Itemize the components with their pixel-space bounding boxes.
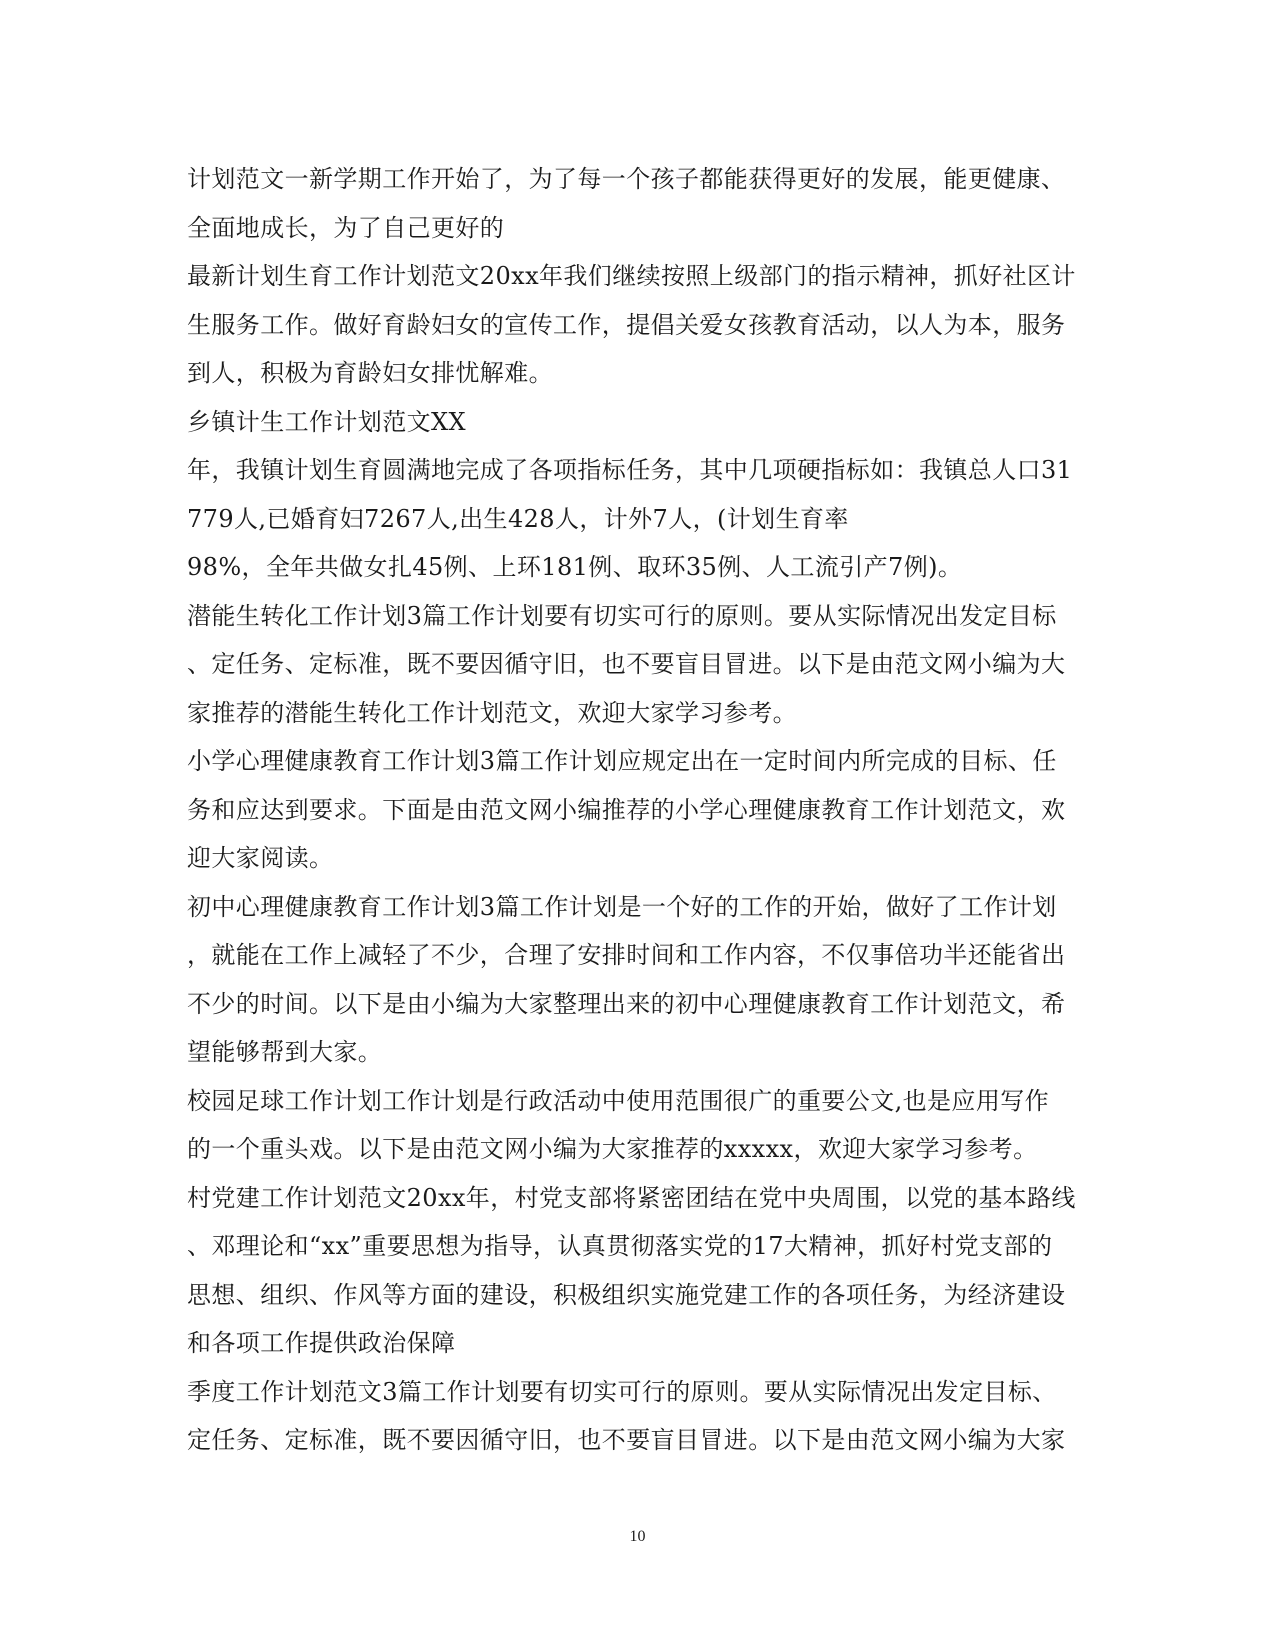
text-line: 望能够帮到大家。	[187, 1038, 383, 1066]
text-line: 潜能生转化工作计划3篇工作计划要有切实可行的原则。要从实际情况出发定目标	[187, 601, 1057, 630]
text-line: 不少的时间。以下是由小编为大家整理出来的初中心理健康教育工作计划范文，希	[187, 989, 1066, 1018]
text-line: 务和应达到要求。下面是由范文网小编推荐的小学心理健康教育工作计划范文，欢	[187, 795, 1066, 824]
text-line: 、定任务、定标准，既不要因循守旧，也不要盲目冒进。以下是由范文网小编为大	[187, 650, 1066, 678]
text-line: 98%，全年共做女扎45例、上环181例、取环35例、人工流引产7例)。	[187, 553, 963, 581]
text-line: 年，我镇计划生育圆满地完成了各项指标任务，其中几项硬指标如：我镇总人口31	[187, 456, 1073, 484]
text-line: 的一个重头戏。以下是由范文网小编为大家推荐的xxxxx，欢迎大家学习参考。	[187, 1135, 1038, 1163]
text-line: 思想、组织、作风等方面的建设，积极组织实施党建工作的各项任务，为经济建设	[187, 1280, 1066, 1309]
text-line: 到人，积极为育龄妇女排忧解难。	[187, 359, 553, 387]
text-line: 小学心理健康教育工作计划3篇工作计划应规定出在一定时间内所完成的目标、任	[187, 747, 1057, 775]
text-line: 生服务工作。做好育龄妇女的宣传工作，提倡关爱女孩教育活动，以人为本，服务	[187, 310, 1066, 339]
text-line: 、邓理论和“xx”重要思想为指导，认真贯彻落实党的17大精神，抓好村党支部的	[187, 1232, 1053, 1260]
text-line: 定任务、定标准，既不要因循守旧，也不要盲目冒进。以下是由范文网小编为大家	[187, 1426, 1066, 1454]
text-line: 和各项工作提供政治保障	[187, 1329, 456, 1357]
text-line: 计划范文一新学期工作开始了，为了每一个孩子都能获得更好的发展，能更健康、	[187, 165, 1066, 193]
text-line: 迎大家阅读。	[187, 844, 334, 872]
text-line: 乡镇计生工作计划范文XX	[187, 407, 466, 436]
text-line: 779人,已婚育妇7267人,出生428人，计外7人，(计划生育率	[187, 504, 849, 533]
body-text	[187, 155, 1087, 1465]
text-line: 全面地成长，为了自己更好的	[187, 213, 505, 242]
text-line: 家推荐的潜能生转化工作计划范文，欢迎大家学习参考。	[187, 698, 797, 727]
text-line: ，就能在工作上减轻了不少，合理了安排时间和工作内容，不仅事倍功半还能省出	[187, 941, 1066, 969]
text-line: 村党建工作计划范文20xx年，村党支部将紧密团结在党中央周围，以党的基本路线	[187, 1183, 1076, 1212]
page-number: 10	[629, 1528, 646, 1545]
text-line: 最新计划生育工作计划范文20xx年我们继续按照上级部门的指示精神，抓好社区计	[187, 262, 1076, 290]
text-line: 校园足球工作计划工作计划是行政活动中使用范围很广的重要公文,也是应用写作	[187, 1086, 1050, 1115]
text-line: 初中心理健康教育工作计划3篇工作计划是一个好的工作的开始，做好了工作计划	[187, 892, 1057, 921]
text-line: 季度工作计划范文3篇工作计划要有切实可行的原则。要从实际情况出发定目标、	[187, 1377, 1057, 1406]
